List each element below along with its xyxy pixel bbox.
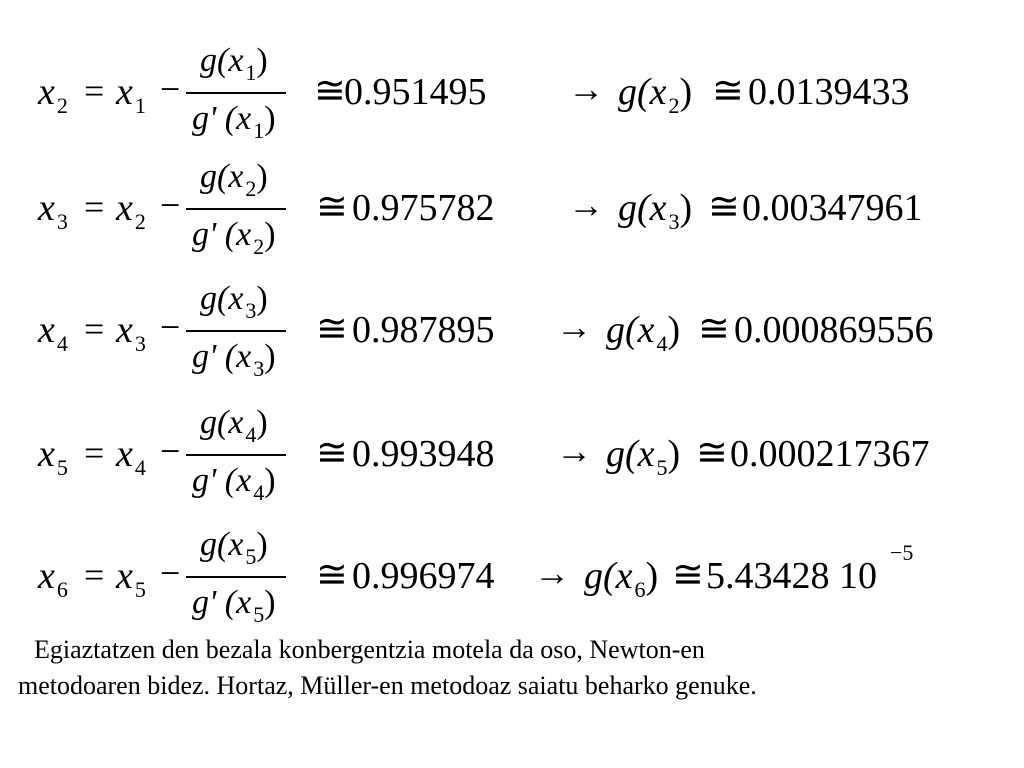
equals-sign: = xyxy=(84,187,105,227)
equals-sign: = xyxy=(84,71,105,111)
function-expression: $g(x_3)$ xyxy=(618,187,693,234)
newton-iteration-row-2 xyxy=(0,158,1024,268)
newton-iteration-row-5 xyxy=(0,526,1024,636)
iterate-value: 0.987895 xyxy=(352,309,495,351)
newton-iteration-row-1 xyxy=(0,42,1024,152)
iterate-value: 0.975782 xyxy=(352,187,495,229)
approx-sign: ≅ xyxy=(696,432,728,474)
arrow-icon: → xyxy=(568,185,604,225)
fraction-bar xyxy=(186,454,286,456)
function-expression: $g(x_5)$ xyxy=(606,433,681,480)
fraction-numerator: $g(x_4)$ xyxy=(200,404,268,447)
lhs-variable: $x_3$ xyxy=(38,187,68,234)
fraction-denominator: g' $(x_5)$ xyxy=(192,584,276,627)
function-value: 0.0139433 xyxy=(748,71,910,113)
newton-fraction xyxy=(186,280,290,384)
conclusion-paragraph xyxy=(0,632,1024,704)
newton-fraction xyxy=(186,404,290,508)
approx-sign: ≅ xyxy=(316,432,348,474)
minus-sign: − xyxy=(160,431,181,471)
conclusion-line-2: metodoaren bidez. Hortaz, Müller-en metodoaz saiatu beharko genuke. xyxy=(18,671,757,700)
approx-sign: ≅ xyxy=(316,554,348,596)
equals-sign: = xyxy=(84,433,105,473)
arrow-icon: → xyxy=(568,69,604,109)
fraction-denominator: g' $(x_4)$ xyxy=(192,462,276,505)
equals-sign: = xyxy=(84,555,105,595)
function-expression: $g(x_6)$ xyxy=(584,555,659,602)
minus-sign: − xyxy=(160,69,181,109)
lhs-variable: $x_5$ xyxy=(38,433,68,480)
previous-iterate: $x_5$ xyxy=(116,555,146,602)
approx-sign: ≅ xyxy=(316,186,348,228)
arrow-icon: → xyxy=(556,431,592,471)
fraction-numerator: $g(x_1)$ xyxy=(200,42,268,85)
fraction-bar xyxy=(186,208,286,210)
approx-sign: ≅ xyxy=(712,70,744,112)
fraction-bar xyxy=(186,576,286,578)
fraction-numerator: $g(x_5)$ xyxy=(200,526,268,569)
approx-sign: ≅ xyxy=(708,186,740,228)
function-value: 5.43428 10 xyxy=(706,555,877,597)
function-value: 0.000869556 xyxy=(734,309,934,351)
previous-iterate: $x_4$ xyxy=(116,433,146,480)
function-value: 0.000217367 xyxy=(730,433,930,475)
newton-fraction xyxy=(186,42,290,146)
conclusion-line-1: Egiaztatzen den bezala konbergentzia motela da oso, Newton-en xyxy=(34,635,705,664)
fraction-numerator: $g(x_2)$ xyxy=(200,158,268,201)
fraction-denominator: g' $(x_3)$ xyxy=(192,338,276,381)
function-value: 0.00347961 xyxy=(742,187,923,229)
newton-iteration-row-4 xyxy=(0,404,1024,514)
newton-fraction xyxy=(186,526,290,630)
function-expression: $g(x_4)$ xyxy=(606,309,681,356)
lhs-variable: $x_6$ xyxy=(38,555,68,602)
minus-sign: − xyxy=(160,307,181,347)
approx-sign: ≅ xyxy=(698,308,730,350)
newton-fraction xyxy=(186,158,290,262)
iterate-value: 0.993948 xyxy=(352,433,495,475)
arrow-icon: → xyxy=(556,307,592,347)
iterate-value: 0.951495 xyxy=(344,71,487,113)
fraction-numerator: $g(x_3)$ xyxy=(200,280,268,323)
lhs-variable: $x_2$ xyxy=(38,71,68,118)
arrow-icon: → xyxy=(534,553,570,593)
newton-iteration-row-3 xyxy=(0,280,1024,390)
function-expression: $g(x_2)$ xyxy=(618,71,693,118)
approx-sign: ≅ xyxy=(314,70,346,112)
approx-sign: ≅ xyxy=(672,554,704,596)
previous-iterate: $x_3$ xyxy=(116,309,146,356)
fraction-bar xyxy=(186,330,286,332)
previous-iterate: $x_1$ xyxy=(116,71,146,118)
fraction-denominator: g' $(x_2)$ xyxy=(192,216,276,259)
fraction-denominator: g' $(x_1)$ xyxy=(192,100,276,143)
lhs-variable: $x_4$ xyxy=(38,309,68,356)
minus-sign: − xyxy=(160,185,181,225)
minus-sign: − xyxy=(160,553,181,593)
fraction-bar xyxy=(186,92,286,94)
exponent: −5 xyxy=(890,540,914,565)
approx-sign: ≅ xyxy=(316,308,348,350)
previous-iterate: $x_2$ xyxy=(116,187,146,234)
equals-sign: = xyxy=(84,309,105,349)
iterate-value: 0.996974 xyxy=(352,555,495,597)
